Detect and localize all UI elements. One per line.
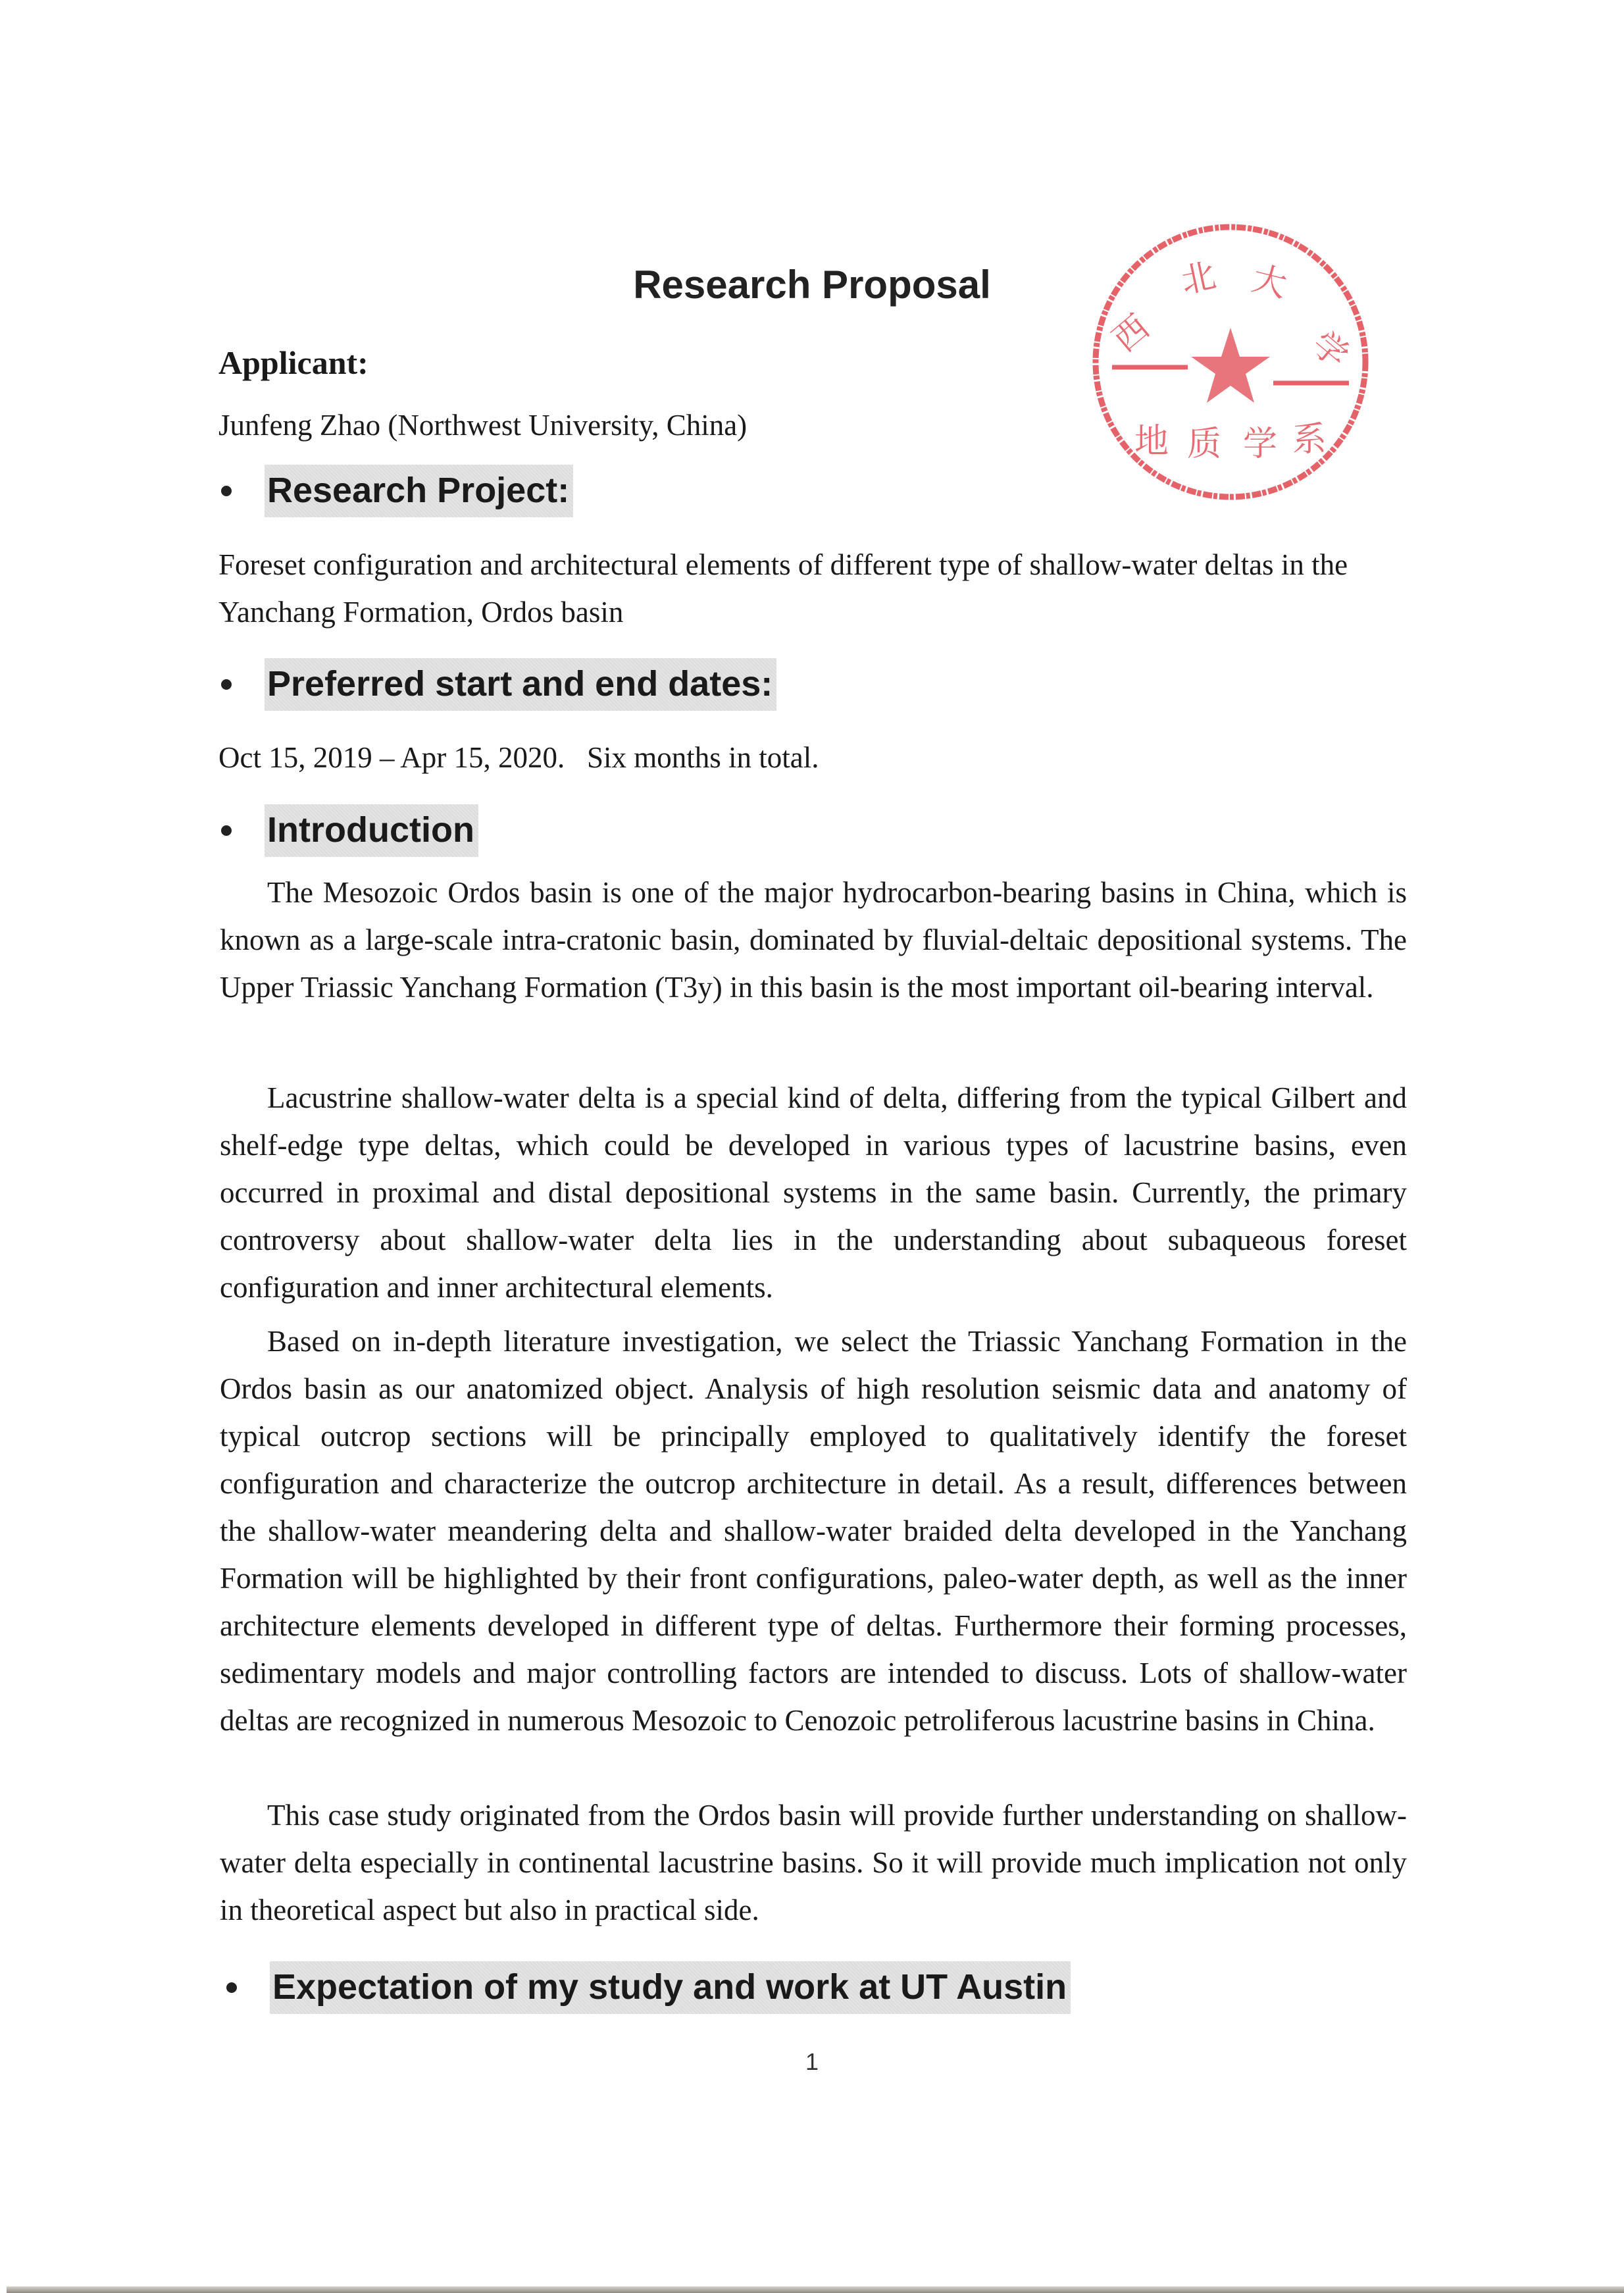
intro-paragraph-3: Based on in-depth literature investigation, we select the Triassic Yanchang Formation in the Ordos basin as our anatomized object. Analysis of high resolution seismic data and anatomy of typical outcrop sections will be principally employed to qualitatively identify the foreset configuration and characterize the outcrop architecture in detail. As a result, differences between the shallow-water meandering delta and shallow-water braided delta developed in the Yanchang Formation will be highlighted by their front configurations, paleo-water depth, as well as the inner architecture elements developed in different type of deltas. Furthermore their forming processes, sedimentary models and major controlling factors are intended to discuss. Lots of shallow-water deltas are recognized in numerous Mesozoic to Cenozoic petroliferous lacustrine basins in China. — [220, 1325, 1407, 1737]
seal-char: 系 — [1292, 420, 1327, 459]
section-heading-text: Introduction — [265, 804, 478, 857]
section-heading-expectation — [224, 1961, 1071, 2014]
intro-paragraph-4: This case study originated from the Ordos basin will provide further understanding on shallow-water delta especially in continental lacustrine basins. So it will provide much implication not only in theoretical aspect but also in practical side. — [220, 1799, 1407, 1926]
bullet-icon — [226, 1982, 237, 1993]
intro-paragraph-2: Lacustrine shallow-water delta is a special kind of delta, differing from the typical Gilbert and shelf-edge type deltas, which could be developed in various types of lacustrine basins, even occurred in proximal and distal depositional systems in the same basin. Currently, the primary controversy about shallow-water delta lies in the understanding about subaqueous foreset configuration and inner architectural elements. — [220, 1081, 1407, 1304]
section-heading-dates — [218, 658, 776, 711]
document-title: Research Proposal — [633, 263, 991, 307]
section-heading-text: Research Project: — [265, 465, 573, 517]
bullet-icon — [221, 486, 232, 496]
section-heading-text: Preferred start and end dates: — [265, 658, 776, 711]
bullet-icon — [221, 679, 232, 690]
section-heading-text: Expectation of my study and work at UT Austin — [270, 1961, 1071, 2014]
section-heading-research-project — [218, 465, 573, 517]
seal-char: 学 — [1304, 324, 1356, 376]
university-seal-icon — [1079, 211, 1382, 513]
scan-bottom-edge — [7, 2286, 1624, 2293]
seal-char: 大 — [1248, 259, 1291, 305]
page-number: 1 — [805, 2048, 819, 2075]
dates-text: Oct 15, 2019 – Apr 15, 2020. Six months in total. — [218, 741, 819, 774]
applicant-label: Applicant: — [218, 344, 368, 381]
seal-char: 西 — [1105, 307, 1157, 360]
research-project-title: Foreset configuration and architectural elements of different type of shallow-water deltas in the Yanchang Formation, Ordos basin — [218, 548, 1348, 629]
intro-paragraph-1: The Mesozoic Ordos basin is one of the major hydrocarbon-bearing basins in China, which is known as a large-scale intra-cratonic basin, dominated by fluvial-deltaic depositional systems. The Upper Triassic Yanchang Formation (T3y) in this basin is the most important oil-bearing interval. — [220, 876, 1407, 1004]
applicant-name: Junfeng Zhao (Northwest University, China) — [218, 409, 748, 442]
seal-char: 北 — [1177, 255, 1220, 302]
seal-star-icon — [1191, 328, 1270, 403]
seal-char: 质 — [1186, 425, 1222, 464]
seal-char: 地 — [1134, 422, 1169, 461]
section-heading-introduction — [218, 804, 478, 857]
bullet-icon — [221, 825, 232, 836]
seal-char: 学 — [1242, 425, 1278, 464]
